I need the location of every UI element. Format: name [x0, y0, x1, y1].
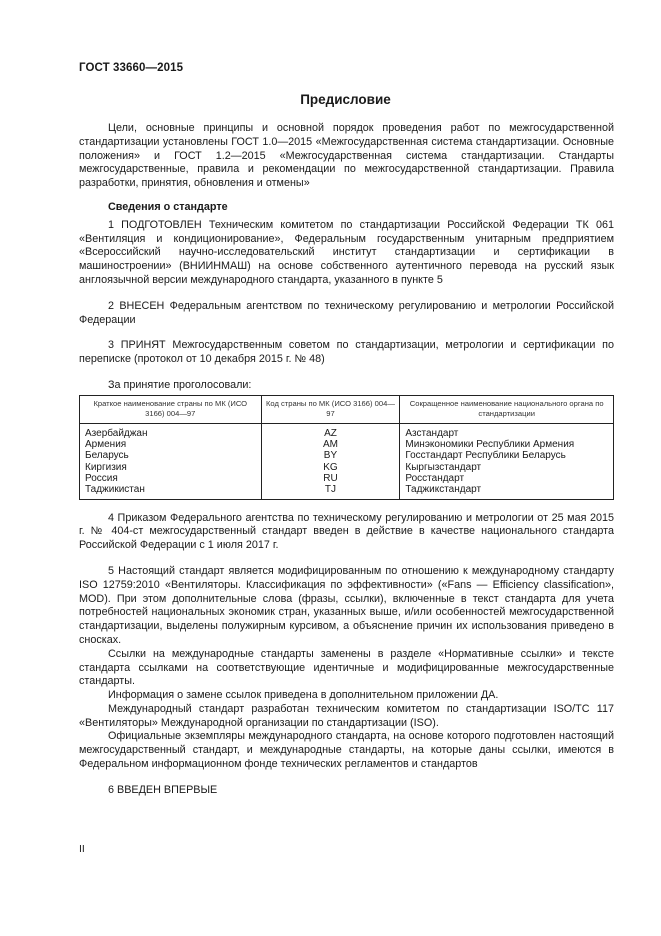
country-code: KG: [323, 461, 338, 473]
standards-body: Азстандарт: [405, 427, 459, 439]
page-number: II: [79, 843, 85, 855]
item-4-paragraph: 4 Приказом Федерального агентства по техническому регулированию и метрологии от 25 мая 2015 г. № 404-ст межгосударственный стандарт введен в действие в качестве национального стандарта Российской Федерации с 1 июля 2017 г.: [79, 511, 614, 552]
country-names-cell: [80, 423, 262, 499]
country-code: RU: [323, 472, 338, 484]
country-name: Таджикистан: [85, 484, 145, 496]
country-code: AZ: [324, 427, 337, 439]
country-name: Азербайджан: [85, 427, 148, 439]
table-header-row: [80, 395, 614, 423]
header-country-code: Код страны по МК (ИСО 3166) 004—97: [261, 395, 400, 423]
country-code: AM: [322, 439, 338, 451]
standards-bodies-cell: [400, 423, 614, 499]
item-5-paragraph: 5 Настоящий стандарт является модифицированным по отношению к международному стандарту ISO 12759:2010 «Вентиляторы. Классификация по эффективности» («Fans — Efficiency classification», MOD). При этом дополнительные слова (фразы, ссылки), включенные в текст стандарта для учета потребностей национальных экономик стран, указанных выше, и/или особенностей межгосударственной стандартизации, выделены полужирным курсивом, а объяснение причин их использования приведено в сносках.: [79, 564, 614, 646]
country-name: Россия: [85, 472, 118, 484]
document-id: ГОСТ 33660—2015: [79, 62, 184, 74]
section-heading: Сведения о стандарте: [108, 200, 228, 213]
country-name: Киргизия: [85, 461, 127, 473]
item-5-info-paragraph: Информация о замене ссылок приведена в дополнительном приложении ДА.: [108, 689, 499, 702]
item-3-paragraph: 3 ПРИНЯТ Межгосударственным советом по стандартизации, метрологии и сертификации по переписке (протокол от 10 декабря 2015 г. № 48): [79, 339, 614, 366]
header-standards-body: Сокращенное наименование национального органа по стандартизации: [400, 395, 614, 423]
country-codes-cell: [261, 423, 400, 499]
country-code: TJ: [324, 484, 337, 496]
header-country-name: Краткое наименование страны по МК (ИСО 3166) 004—97: [80, 395, 262, 423]
item-5-copies-paragraph: Официальные экземпляры международного стандарта, на основе которого подготовлен настоящий межгосударственный стандарт, и международные стандарты, на которые даны ссылки, имеются в Федеральном информационном фонде технических регламентов и стандартов: [79, 730, 614, 771]
standards-body: Минэкономики Республики Армения: [405, 439, 575, 451]
item-2-paragraph: 2 ВНЕСЕН Федеральным агентством по техническому регулированию и метрологии Российской Федерации: [79, 299, 614, 326]
votes-table: [79, 395, 614, 500]
standards-body: Госстандарт Республики Беларусь: [405, 450, 566, 462]
standards-body: Росстандарт: [405, 472, 465, 484]
item-6-paragraph: 6 ВВЕДЕН ВПЕРВЫЕ: [108, 783, 218, 796]
country-name: Беларусь: [85, 450, 129, 462]
standards-body: Таджикстандарт: [405, 484, 482, 496]
votes-caption: За принятие проголосовали:: [108, 378, 252, 391]
item-5-developer-paragraph: Международный стандарт разработан техническим комитетом по стандартизации ISO/TC 117 «Вентиляторы» Международной организации по стандартизации (ISO).: [79, 702, 614, 729]
item-1-paragraph: 1 ПОДГОТОВЛЕН Техническим комитетом по стандартизации Российской Федерации ТК 061 «Вентиляция и кондиционирование», Федеральным государственным унитарным предприятием «Всероссийский научно-исследовательский институт стандартизации и сертификации в машиностроении» (ВНИИНМАШ) на основе собственного аутентичного перевода на русский язык англоязычной версии международного стандарта, указанного в пункте 5: [79, 218, 614, 286]
country-code: BY: [323, 450, 338, 462]
page-title: Предисловие: [300, 92, 391, 107]
document-body: [79, 122, 614, 798]
intro-paragraph: Цели, основные принципы и основной порядок проведения работ по межгосударственной стандартизации установлены ГОСТ 1.0—2015 «Межгосударственная система стандартизации. Основные положения» и ГОСТ 1.2—2015 «Межгосударственная система стандартизации. Стандарты межгосударственные, правила и рекомендации по межгосударственной стандартизации. Правила разработки, принятия, обновления и отмены»: [79, 122, 614, 190]
table-row: [80, 423, 614, 499]
country-name: Армения: [85, 439, 127, 451]
item-5-references-paragraph: Ссылки на международные стандарты заменены в разделе «Нормативные ссылки» и тексте стандарта ссылками на соответствующие идентичные и модифицированные межгосударственные стандарты.: [79, 647, 614, 688]
standards-body: Кыргызстандарт: [405, 461, 482, 473]
